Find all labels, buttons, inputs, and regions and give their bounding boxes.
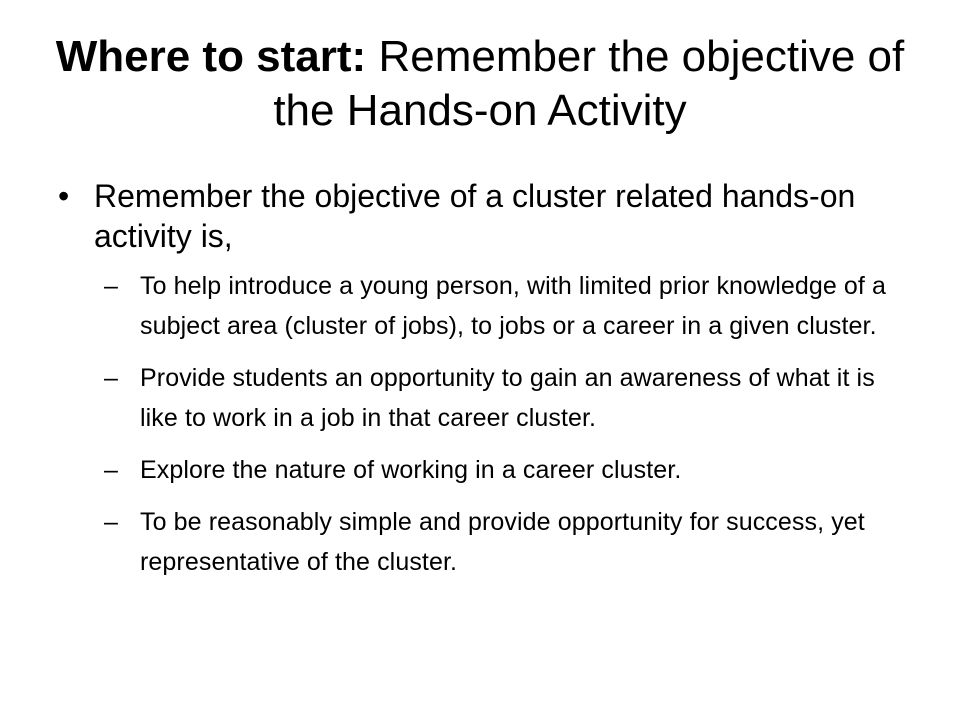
dash-marker-icon: –: [104, 364, 119, 392]
title-text: Remember the objective of the Hands-on Activity: [273, 32, 905, 135]
sub-bullet-text: To be reasonably simple and provide opportunity for success, yet representative of the cluster.: [140, 508, 865, 576]
sub-bullet-item: [58, 266, 908, 346]
slide-title: [40, 30, 920, 138]
slide-body: [58, 176, 908, 594]
sub-bullet-item: [58, 502, 908, 582]
sub-bullet-list: [58, 266, 908, 582]
bullet-item: [58, 176, 908, 256]
sub-bullet-text: Provide students an opportunity to gain an awareness of what it is like to work in a job in that career cluster.: [140, 364, 875, 432]
sub-bullet-item: [58, 450, 908, 490]
dash-marker-icon: –: [104, 508, 119, 536]
title-emphasis: Where to start:: [55, 32, 367, 81]
sub-bullet-item: [58, 358, 908, 438]
dash-marker-icon: –: [104, 456, 119, 484]
sub-bullet-text: Explore the nature of working in a career cluster.: [140, 456, 682, 484]
sub-bullet-text: To help introduce a young person, with limited prior knowledge of a subject area (cluster of jobs), to jobs or a career in a given cluster.: [140, 272, 887, 340]
dash-marker-icon: –: [104, 272, 119, 300]
bullet-text: Remember the objective of a cluster related hands-on activity is,: [94, 178, 856, 254]
bullet-marker-icon: •: [58, 178, 70, 214]
